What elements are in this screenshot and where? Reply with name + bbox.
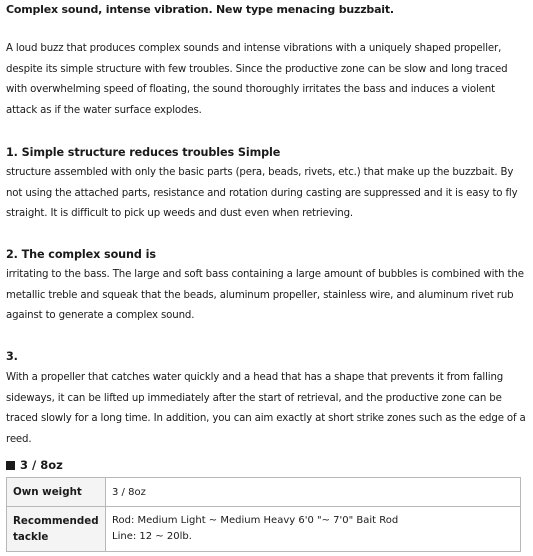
spec-value-line: 3 / 8oz xyxy=(112,486,146,498)
spec-label-recommended-tackle xyxy=(7,507,106,552)
square-bullet-icon xyxy=(6,461,15,470)
table-row xyxy=(7,478,521,507)
headline: Complex sound, intense vibration. New type menacing buzzbait. xyxy=(6,3,394,16)
spec-heading-text: 3 / 8oz xyxy=(20,458,63,472)
spec-value-rod: Rod: Medium Light ~ Medium Heavy 6'0 "~ 7'0" Bait Rod xyxy=(112,515,399,526)
spec-value-recommended-tackle xyxy=(106,507,521,552)
section-2-body: irritating to the bass. The large and soft bass containing a large amount of bubbles is combined with the metallic treble and squeak that the beads, aluminum propeller, stainless wire, and aluminum rivet rub against to generate a complex sound. xyxy=(6,269,524,321)
spec-label-line: tackle xyxy=(13,531,49,543)
spec-table xyxy=(6,477,521,552)
spec-value-own-weight xyxy=(106,478,521,507)
intro-paragraph: A loud buzz that produces complex sounds and intense vibrations with a uniquely shaped propeller, despite its simple structure with few troubles. Since the productive zone can be slow and long traced with overwhelming speed of floating, the sound thoroughly irritates the bass and induces a violent attack as if the water surface explodes. xyxy=(6,43,508,116)
spec-label-line: Recommended xyxy=(13,515,99,527)
section-3-title: 3. xyxy=(6,350,18,363)
table-row xyxy=(7,507,521,552)
spec-value-line-weight: Line: 12 ~ 20lb. xyxy=(112,531,192,542)
section-1-title: 1. Simple structure reduces troubles Simple xyxy=(6,146,281,159)
section-3-body: With a propeller that catches water quickly and a head that has a shape that prevents it from falling sideways, it can be lifted up immediately after the start of retrieval, and the productive zone can be traced slowly for a long time. In addition, you can aim exactly at short strike zones such as the edge of a reed. xyxy=(6,372,526,445)
spec-heading xyxy=(6,458,63,472)
spec-label-own-weight: Own weight xyxy=(7,478,106,507)
section-1-body: structure assembled with only the basic parts (pera, beads, rivets, etc.) that make up the buzzbait. By not using the attached parts, resistance and rotation during casting are suppressed and it is easy to fly straight. It is difficult to pick up weeds and dust even when retrieving. xyxy=(6,167,518,219)
section-2-title: 2. The complex sound is xyxy=(6,248,156,261)
